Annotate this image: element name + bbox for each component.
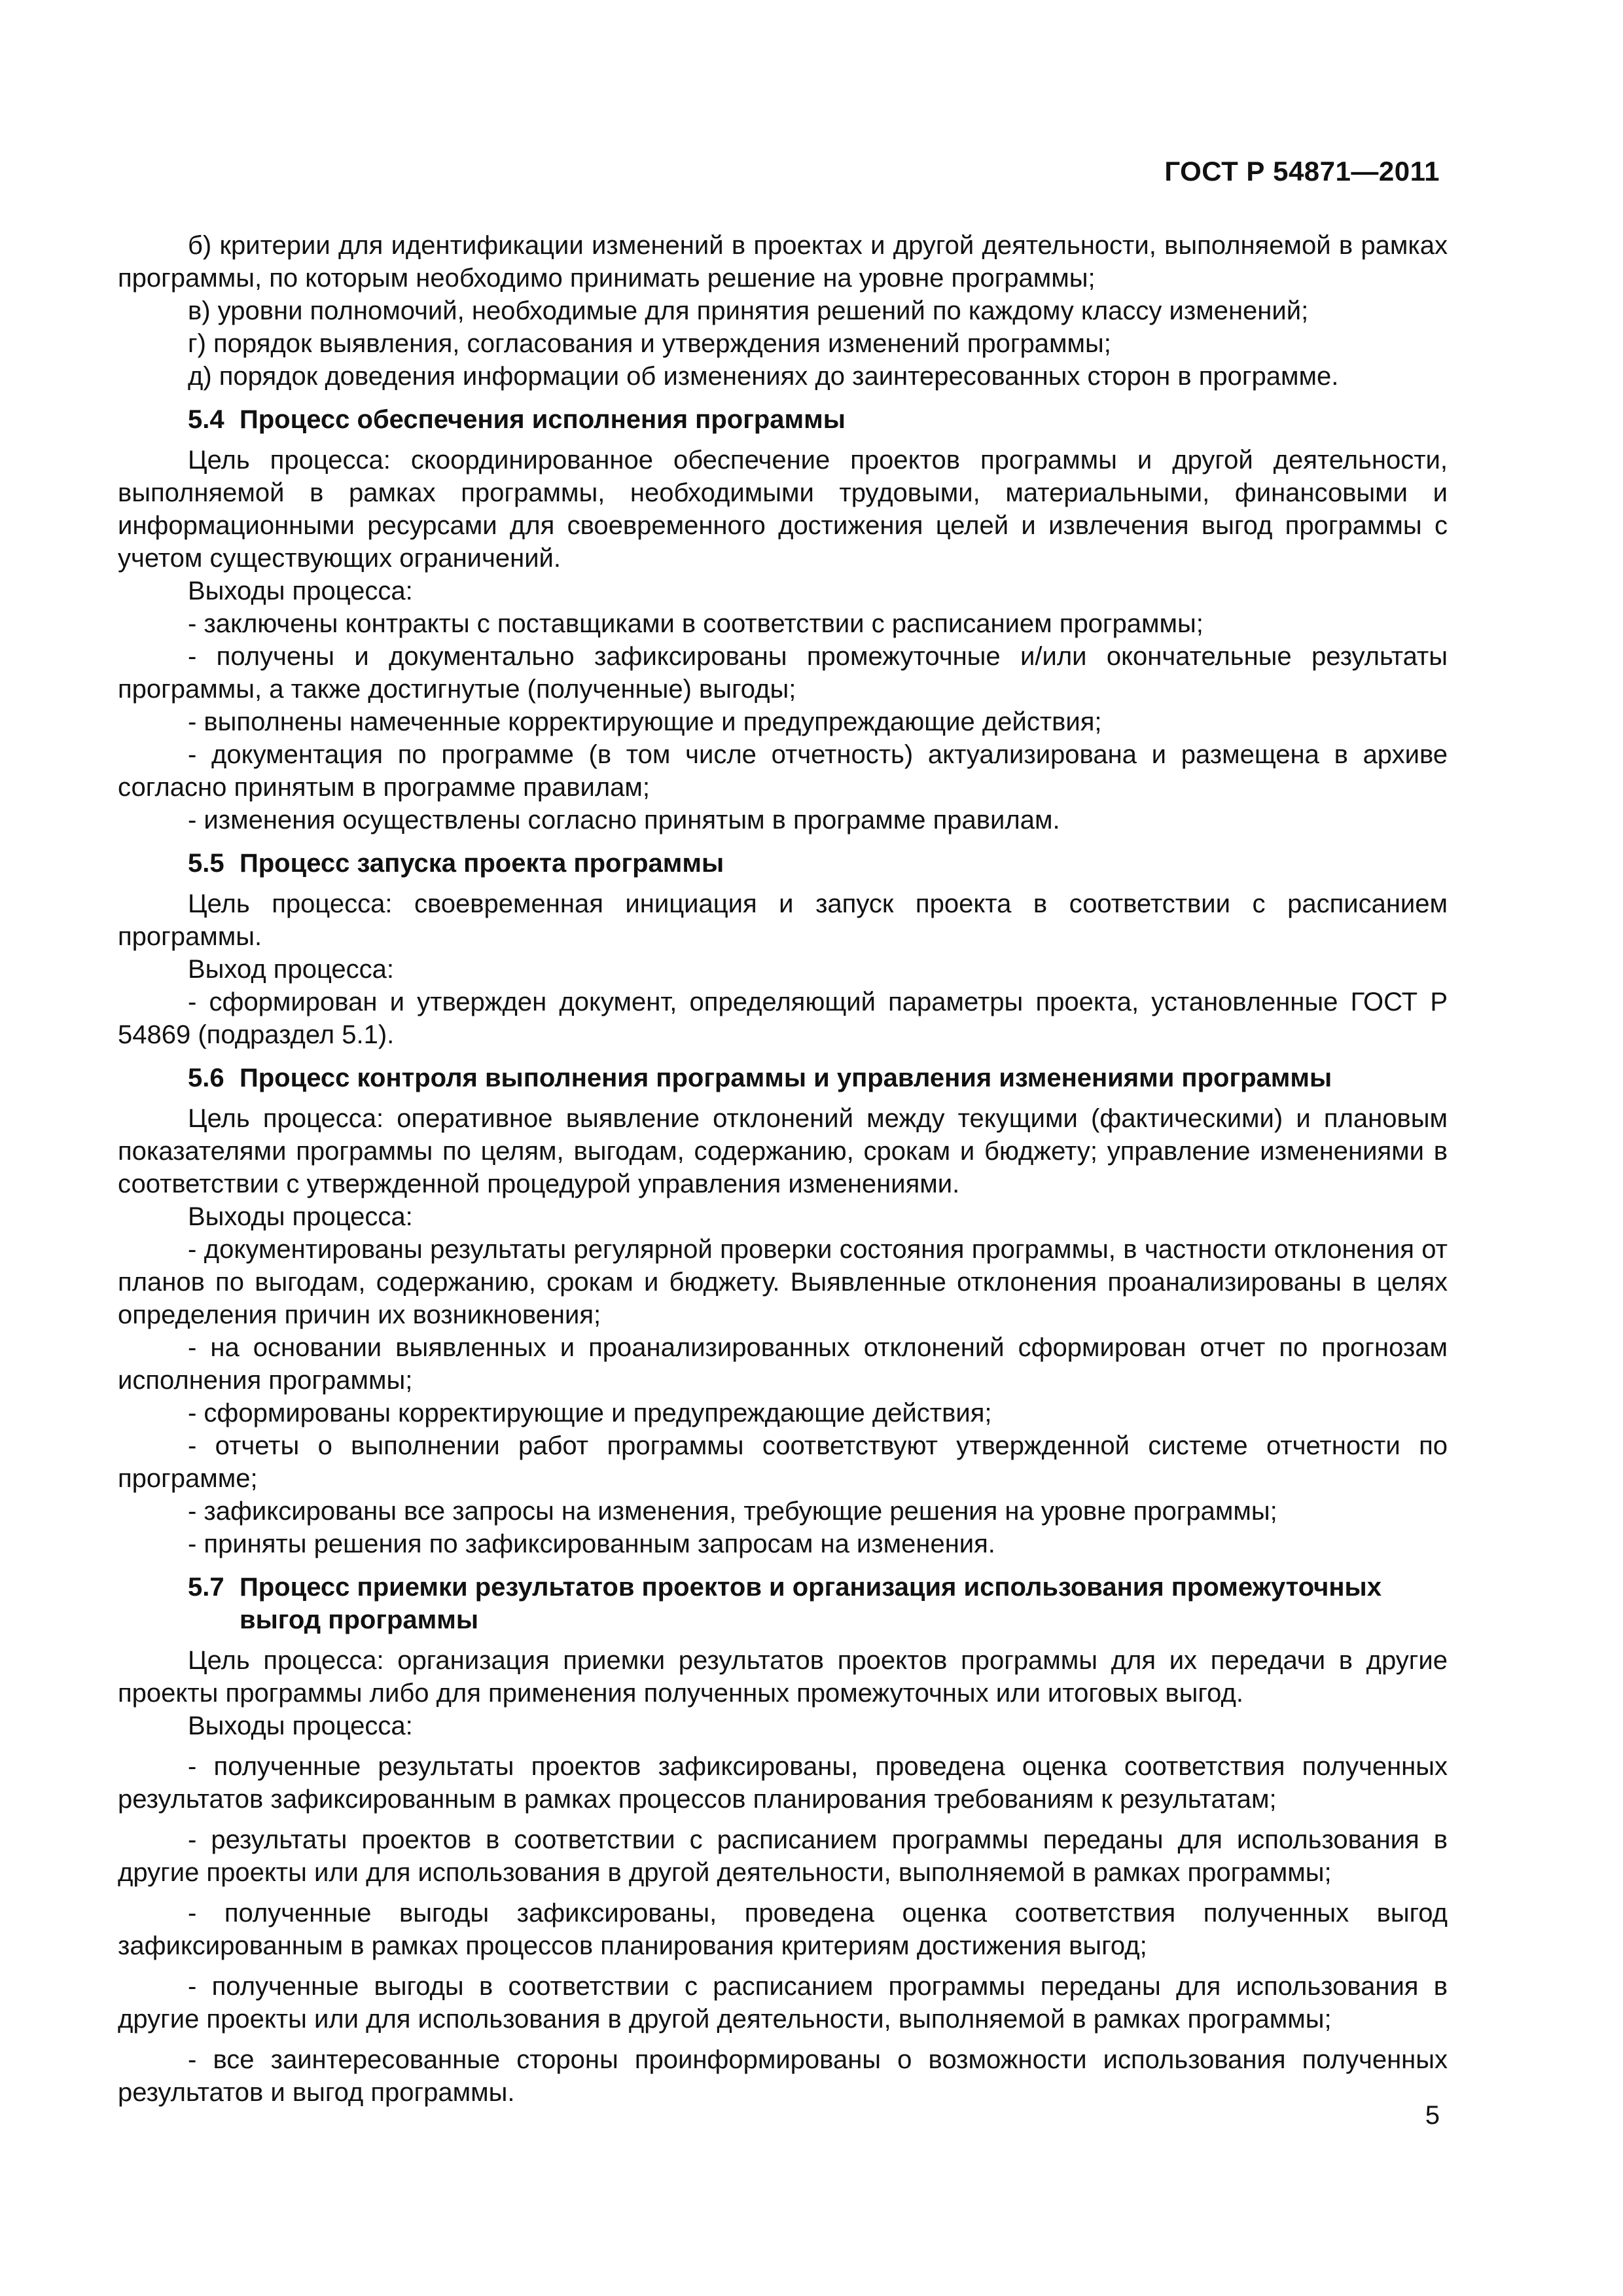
output-item: - полученные выгоды зафиксированы, проведена оценка соответствия полученных выгод зафиксированным в рамках процессов планирования критериям достижения выгод;	[118, 1899, 1448, 1960]
section-number: 5.6	[188, 1064, 224, 1092]
document-body	[118, 229, 1448, 2109]
section-number: 5.7	[188, 1573, 224, 1602]
output-item: - получены и документально зафиксированы промежуточные и/или окончательные результаты программы, а также достигнутые (полученные) выгоды;	[118, 642, 1448, 704]
list-item: в) уровни полномочий, необходимые для принятия решений по каждому классу изменений;	[188, 296, 1309, 325]
outputs-label: Выходы процесса:	[188, 577, 413, 605]
section-title: Процесс контроля выполнения программы и управления изменениями программы	[240, 1064, 1332, 1092]
section-goal: Цель процесса: скоординированное обеспечение проектов программы и другой деятельности, выполняемой в рамках программы, необходимыми трудовыми, материальными, финансовыми и информационными ресурсами для своевременного достижения целей и извлечения выгод программы с учетом существующих ограничений.	[118, 446, 1448, 573]
document-id-header: ГОСТ Р 54871—2011	[1164, 156, 1440, 187]
section-number: 5.5	[188, 849, 224, 878]
outputs-label: Выход процесса:	[188, 955, 395, 984]
section-title: Процесс запуска проекта программы	[240, 849, 724, 878]
outputs-label: Выходы процесса:	[188, 1202, 413, 1231]
output-item: - результаты проектов в соответствии с расписанием программы переданы для использования в другие проекты или для использования в другой деятельности, выполняемой в рамках программы;	[118, 1825, 1448, 1887]
section-heading-5-6	[118, 1062, 1448, 1094]
output-item: - отчеты о выполнении работ программы соответствуют утвержденной системе отчетности по программе;	[118, 1431, 1448, 1493]
output-item: - изменения осуществлены согласно принятым в программе правилам.	[188, 806, 1060, 834]
output-item: - зафиксированы все запросы на изменения, требующие решения на уровне программы;	[188, 1497, 1277, 1526]
section-title: Процесс приемки результатов проектов и организация использования промежуточных выгод программы	[240, 1573, 1382, 1634]
section-goal: Цель процесса: оперативное выявление отклонений между текущими (фактическими) и плановым показателями программы по целям, выгодам, содержанию, срокам и бюджету; управление изменениями в соответствии с утвержденной процедурой управления изменениями.	[118, 1104, 1448, 1198]
output-item: - выполнены намеченные корректирующие и предупреждающие действия;	[188, 708, 1102, 736]
section-heading-5-7	[118, 1571, 1448, 1636]
section-number: 5.4	[188, 405, 224, 434]
output-item: - полученные результаты проектов зафиксированы, проведена оценка соответствия полученных результатов зафиксированным в рамках процессов планирования требованиям к результатам;	[118, 1752, 1448, 1814]
output-item: - полученные выгоды в соответствии с расписанием программы переданы для использования в другие проекты или для использования в другой деятельности, выполняемой в рамках программы;	[118, 1972, 1448, 2034]
section-heading-5-5	[118, 847, 1448, 880]
list-item: д) порядок доведения информации об изменениях до заинтересованных сторон в программе.	[188, 362, 1339, 391]
output-item: - все заинтересованные стороны проинформированы о возможности использования полученных результатов и выгод программы.	[118, 2045, 1448, 2107]
output-item: - приняты решения по зафиксированным запросам на изменения.	[188, 1530, 995, 1558]
section-title: Процесс обеспечения исполнения программы	[240, 405, 846, 434]
outputs-label: Выходы процесса:	[188, 1712, 413, 1740]
list-item: б) критерии для идентификации изменений в проектах и другой деятельности, выполняемой в рамках программы, по которым необходимо принимать решение на уровне программы;	[118, 231, 1448, 293]
output-item: - документированы результаты регулярной проверки состояния программы, в частности отклонения от планов по выгодам, содержанию, срокам и бюджету. Выявленные отклонения проанализированы в целях определения причин их возникновения;	[118, 1235, 1448, 1329]
output-item: - документация по программе (в том числе отчетность) актуализирована и размещена в архиве согласно принятым в программе правилам;	[118, 740, 1448, 802]
list-item: г) порядок выявления, согласования и утверждения изменений программы;	[188, 329, 1111, 358]
section-goal: Цель процесса: своевременная инициация и запуск проекта в соответствии с расписанием программы.	[118, 889, 1448, 951]
output-item: - на основании выявленных и проанализированных отклонений сформирован отчет по прогнозам исполнения программы;	[118, 1333, 1448, 1395]
output-item: - сформированы корректирующие и предупреждающие действия;	[188, 1399, 992, 1427]
section-heading-5-4	[118, 403, 1448, 436]
section-goal: Цель процесса: организация приемки результатов проектов программы для их передачи в другие проекты программы либо для применения полученных промежуточных или итоговых выгод.	[118, 1646, 1448, 1708]
output-item: - сформирован и утвержден документ, определяющий параметры проекта, установленные ГОСТ Р 54869 (подраздел 5.1).	[118, 988, 1448, 1049]
output-item: - заключены контракты с поставщиками в соответствии с расписанием программы;	[188, 609, 1204, 638]
page-number: 5	[1425, 2101, 1440, 2130]
